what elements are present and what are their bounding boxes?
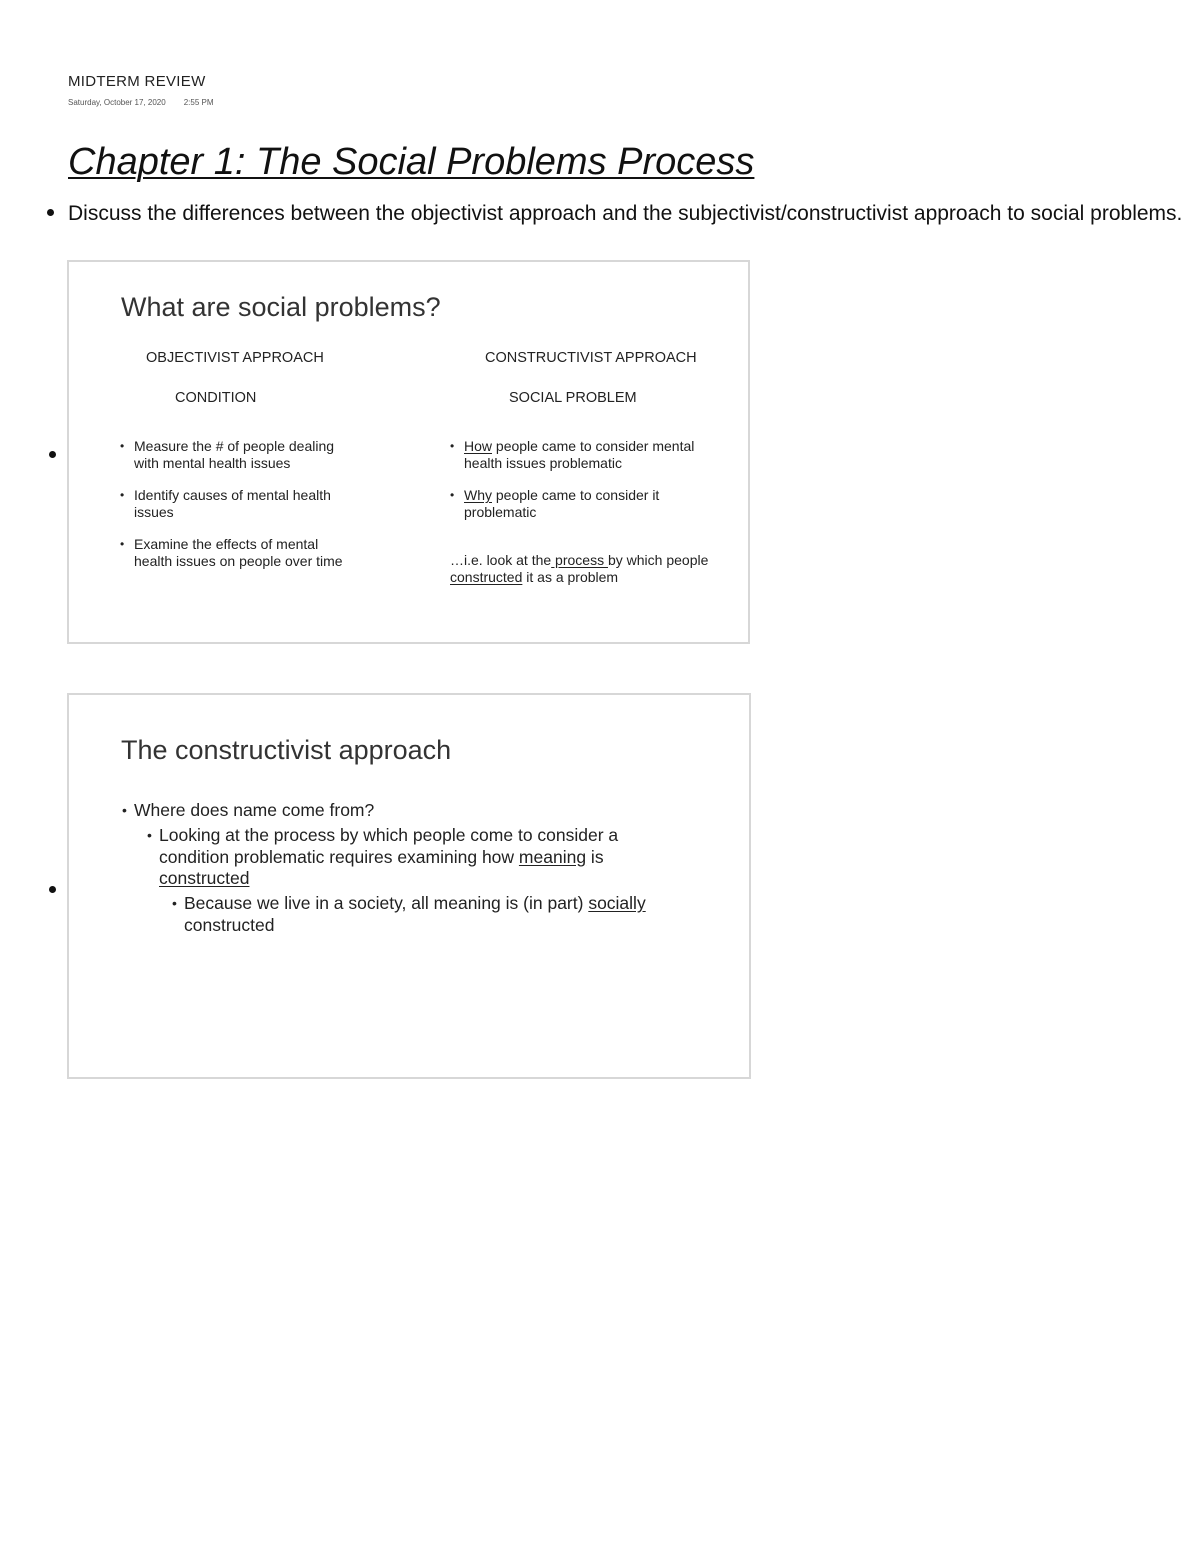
constructed-word: constructed (450, 568, 523, 585)
constructivist-list (450, 438, 700, 536)
page-timestamp (68, 98, 214, 107)
list-item: • Why people came to consider it problematic (450, 487, 700, 520)
page-time: 2:55 PM (183, 98, 214, 107)
slide-title: The constructivist approach (121, 735, 452, 765)
level2-item: • Looking at the process by which people come to consider a condition problematic requires examining how meaning is constructed (147, 825, 619, 888)
constructivist-approach-heading: CONSTRUCTIVIST APPROACH (485, 350, 697, 366)
list-item: • Measure the # of people dealing with mental health issues (120, 438, 345, 471)
constructivist-note: …i.e. look at the process by which people constructed it as a problem (450, 552, 709, 585)
condition-heading: CONDITION (175, 390, 257, 406)
level3-item: • Because we live in a society, all meaning is (in part) socially constructed (172, 893, 646, 935)
question-text: Discuss the differences between the objectivist approach and the subjectivist/constructivist approach to social problems. (68, 202, 1183, 225)
list-item: • Identify causes of mental health issues (120, 487, 345, 520)
process-word: process (551, 552, 608, 568)
meaning-word: meaning (518, 846, 587, 867)
socially-word: socially (588, 893, 646, 913)
slide-what-are-social-problems (67, 260, 750, 644)
slide-constructivist-approach (67, 693, 751, 1079)
slide2-bullet (49, 886, 56, 893)
level1-item: • Where does name come from? (122, 800, 375, 820)
why-word: Why (464, 487, 492, 503)
list-item: • How people came to consider mental health issues problematic (450, 438, 700, 471)
slide1-bullet (49, 451, 56, 458)
page-date: Saturday, October 17, 2020 (68, 98, 166, 107)
question-bullet (47, 209, 54, 216)
constructed-word: constructed (159, 868, 250, 888)
objectivist-approach-heading: OBJECTIVIST APPROACH (146, 350, 324, 366)
how-word: How (464, 438, 493, 454)
page-title: MIDTERM REVIEW (68, 73, 206, 90)
objectivist-list (120, 438, 345, 585)
social-problem-heading: SOCIAL PROBLEM (509, 390, 637, 406)
list-item: • Examine the effects of mental health issues on people over time (120, 536, 345, 569)
slide-title: What are social problems? (121, 292, 441, 322)
chapter-heading: Chapter 1: The Social Problems Process (68, 141, 755, 183)
